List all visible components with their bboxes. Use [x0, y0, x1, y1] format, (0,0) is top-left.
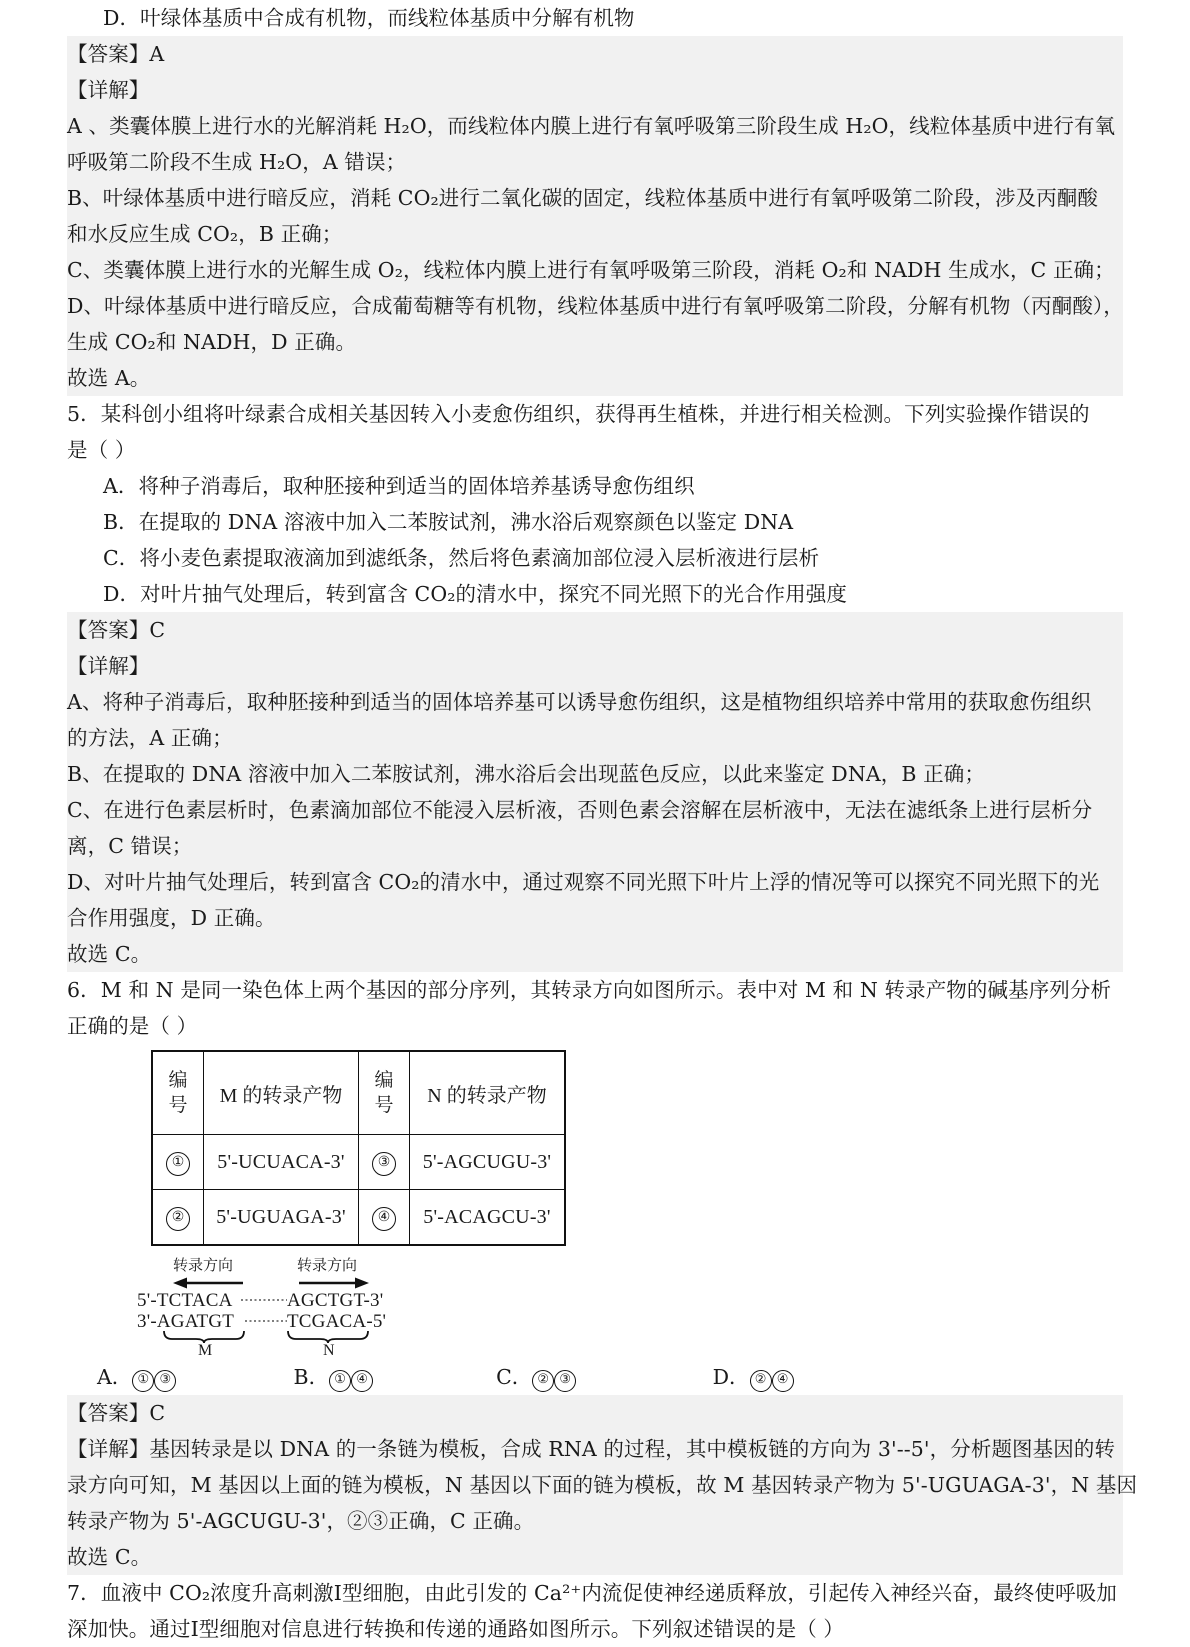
dotted-connector-top [241, 1297, 287, 1303]
q6-transcript-table [151, 1050, 566, 1246]
q5-option-b: B．在提取的 DNA 溶液中加入二苯胺试剂，沸水浴后观察颜色以鉴定 DNA [103, 510, 794, 534]
circled-number-1: ① [166, 1152, 190, 1176]
table-header-row [152, 1051, 565, 1135]
circled-number-4: ④ [372, 1207, 396, 1231]
gene-label-m: M [198, 1342, 213, 1359]
q7-stem-line-0: 7．血液中 CO₂浓度升高刺激I型细胞，由此引发的 Ca²⁺内流促使神经递质释放，引起传入神经兴奋，最终使呼吸加 [67, 1581, 1117, 1605]
q6-option-d-item-1: ② [750, 1370, 772, 1392]
cell-num-1 [152, 1135, 204, 1190]
left-arrow-icon [173, 1276, 245, 1290]
q5-explain-line-0: A、将种子消毒后，取种胚接种到适当的固体培养基可以诱导愈伤组织，这是植物组织培养中常用的获取愈伤组织 [67, 690, 1092, 714]
q4-option-d: D．叶绿体基质中合成有机物，而线粒体基质中分解有机物 [103, 6, 635, 30]
q6-option-a-item-1: ① [132, 1370, 154, 1392]
q7-stem-line-1: 深加快。通过I型细胞对信息进行转换和传递的通路如图所示。下列叙述错误的是（ ） [67, 1617, 845, 1641]
q5-stem [67, 396, 1123, 468]
circled-number-3: ③ [372, 1152, 396, 1176]
q4-answer-label: 【答案】A [67, 42, 165, 66]
table-row [152, 1190, 565, 1246]
q5-explanation-block [67, 612, 1123, 972]
q5-explain-line-1: 的方法，A 正确； [67, 726, 233, 750]
gene-label-n: N [323, 1342, 335, 1359]
transcription-direction-label-right: 转录方向 [297, 1256, 358, 1274]
q6-option-d-item-2: ④ [772, 1370, 794, 1392]
q7-stem [67, 1575, 1123, 1647]
q4-explain-line-7: 故选 A。 [67, 366, 151, 390]
q6-option-b-item-1: ① [329, 1370, 351, 1392]
q6-option-b [294, 1359, 490, 1395]
q5-explain-line-3: C、在进行色素层析时，色素滴加部位不能浸入层析液，否则色素会溶解在层析液中，无法在滤纸条上进行层析分 [67, 798, 1093, 822]
q5-explain-line-5: D、对叶片抽气处理后，转到富含 CO₂的清水中，通过观察不同光照下叶片上浮的情况等可以探究不同光照下的光 [67, 870, 1100, 894]
cell-num-3 [359, 1135, 410, 1190]
cell-m-product-2: 5'-UGUAGA-3' [204, 1190, 359, 1246]
q5-explain-line-4: 离，C 错误； [67, 834, 193, 858]
table-row [152, 1135, 565, 1190]
cell-m-product-1: 5'-UCUACA-3' [204, 1135, 359, 1190]
q6-explain-line-2: 转录产物为 5'-AGCUGU-3'，②③正确，C 正确。 [67, 1509, 535, 1533]
q6-explain-line-1: 录方向可知，M 基因以上面的链为模板，N 基因以下面的链为模板，故 M 基因转录产物为 5'-UGUAGA-3'，N 基因 [67, 1473, 1138, 1497]
cell-num-4 [359, 1190, 410, 1246]
q5-answer-label: 【答案】C [67, 618, 166, 642]
dna-top-right-sequence: AGCTGT-3' [287, 1290, 384, 1311]
q5-explain-label: 【详解】 [67, 654, 150, 678]
q5-option-d: D．对叶片抽气处理后，转到富含 CO₂的清水中，探究不同光照下的光合作用强度 [103, 582, 847, 606]
header-num-left-text: 编 号 [168, 1069, 188, 1116]
q6-stem-line-1: 正确的是（ ） [67, 1014, 198, 1038]
transcription-direction-label-left: 转录方向 [173, 1256, 234, 1274]
q6-answer-label: 【答案】C [67, 1401, 166, 1425]
q6-stem-line-0: 6．M 和 N 是同一染色体上两个基因的部分序列，其转录方向如图所示。表中对 M 和 N 转录产物的碱基序列分析 [67, 978, 1112, 1002]
q6-option-a [97, 1359, 287, 1395]
q4-explain-line-2: B、叶绿体基质中进行暗反应，消耗 CO₂进行二氧化碳的固定，线粒体基质中进行有氧呼吸第二阶段，涉及丙酮酸 [67, 186, 1098, 210]
cell-num-2 [152, 1190, 204, 1246]
dna-bottom-left-sequence: 3'-AGATGT [137, 1311, 235, 1332]
q6-option-d-letter: D． [712, 1365, 750, 1389]
q4-explain-line-4: C、类囊体膜上进行水的光解生成 O₂，线粒体内膜上进行有氧呼吸第三阶段，消耗 O₂和 NADH 生成水，C 正确； [67, 258, 1115, 282]
q6-option-c-letter: C． [496, 1365, 533, 1389]
q4-explain-line-0: A 、类囊体膜上进行水的光解消耗 H₂O，而线粒体内膜上进行有氧呼吸第三阶段生成 H₂O，线粒体基质中进行有氧 [67, 114, 1116, 138]
q6-option-c-item-2: ③ [554, 1370, 576, 1392]
q6-explanation-block [67, 1395, 1138, 1575]
q6-stem [67, 972, 1123, 1044]
q4-explain-line-3: 和水反应生成 CO₂，B 正确； [67, 222, 343, 246]
header-cell-num-right [359, 1051, 410, 1135]
right-arrow-icon [297, 1276, 369, 1290]
q5-option-c: C．将小麦色素提取液滴加到滤纸条，然后将色素滴加部位浸入层析液进行层析 [103, 546, 820, 570]
q4-explain-line-6: 生成 CO₂和 NADH，D 正确。 [67, 330, 357, 354]
q6-option-a-letter: A． [97, 1365, 133, 1389]
header-cell-m-product: M 的转录产物 [204, 1051, 359, 1135]
q6-option-c [496, 1359, 706, 1395]
q5-stem-line-0: 5．某科创小组将叶绿素合成相关基因转入小麦愈伤组织，获得再生植株，并进行相关检测。下列实验操作错误的 [67, 402, 1090, 426]
header-num-right-text: 编 号 [374, 1069, 394, 1116]
header-cell-num-left [152, 1051, 204, 1135]
header-cell-n-product: N 的转录产物 [410, 1051, 566, 1135]
q4-explanation-block [67, 36, 1123, 396]
q5-explain-line-7: 故选 C。 [67, 942, 152, 966]
q4-explain-label: 【详解】 [67, 78, 150, 102]
q5-explain-line-6: 合作用强度，D 正确。 [67, 906, 276, 930]
q6-options-row [67, 1359, 1123, 1395]
q5-stem-line-1: 是（ ） [67, 438, 136, 462]
q4-explain-line-1: 呼吸第二阶段不生成 H₂O，A 错误； [67, 150, 407, 174]
cell-n-product-3: 5'-AGCUGU-3' [410, 1135, 566, 1190]
q5-option-a: A．将种子消毒后，取种胚接种到适当的固体培养基诱导愈伤组织 [103, 474, 695, 498]
q6-option-d [713, 1359, 794, 1395]
q6-option-b-item-2: ④ [351, 1370, 373, 1392]
dna-bottom-right-sequence: TCGACA-5' [287, 1311, 387, 1332]
q6-option-c-item-1: ② [532, 1370, 554, 1392]
q4-explain-line-5: D、叶绿体基质中进行暗反应，合成葡萄糖等有机物，线粒体基质中进行有氧呼吸第二阶段，分解有机物（丙酮酸）， [67, 294, 1124, 318]
q6-table-wrapper [151, 1050, 552, 1246]
circled-number-2: ② [166, 1207, 190, 1231]
dna-top-left-sequence: 5'-TCTACA [137, 1290, 233, 1311]
q5-explain-line-2: B、在提取的 DNA 溶液中加入二苯胺试剂，沸水浴后会出现蓝色反应，以此来鉴定 DNA，B 正确； [67, 762, 985, 786]
q6-option-a-item-2: ③ [154, 1370, 176, 1392]
cell-n-product-4: 5'-ACAGCU-3' [410, 1190, 566, 1246]
dotted-connector-bottom [245, 1318, 287, 1324]
q5-options [67, 468, 1123, 612]
document-content [67, 0, 1138, 1647]
q6-explain-line-0: 【详解】基因转录是以 DNA 的一条链为模板，合成 RNA 的过程，其中模板链的方向为 3'--5'，分析题图基因的转 [67, 1437, 1116, 1461]
q6-explain-line-3: 故选 C。 [67, 1545, 152, 1569]
q6-option-b-letter: B． [293, 1365, 330, 1389]
q6-dna-diagram [137, 1254, 457, 1359]
